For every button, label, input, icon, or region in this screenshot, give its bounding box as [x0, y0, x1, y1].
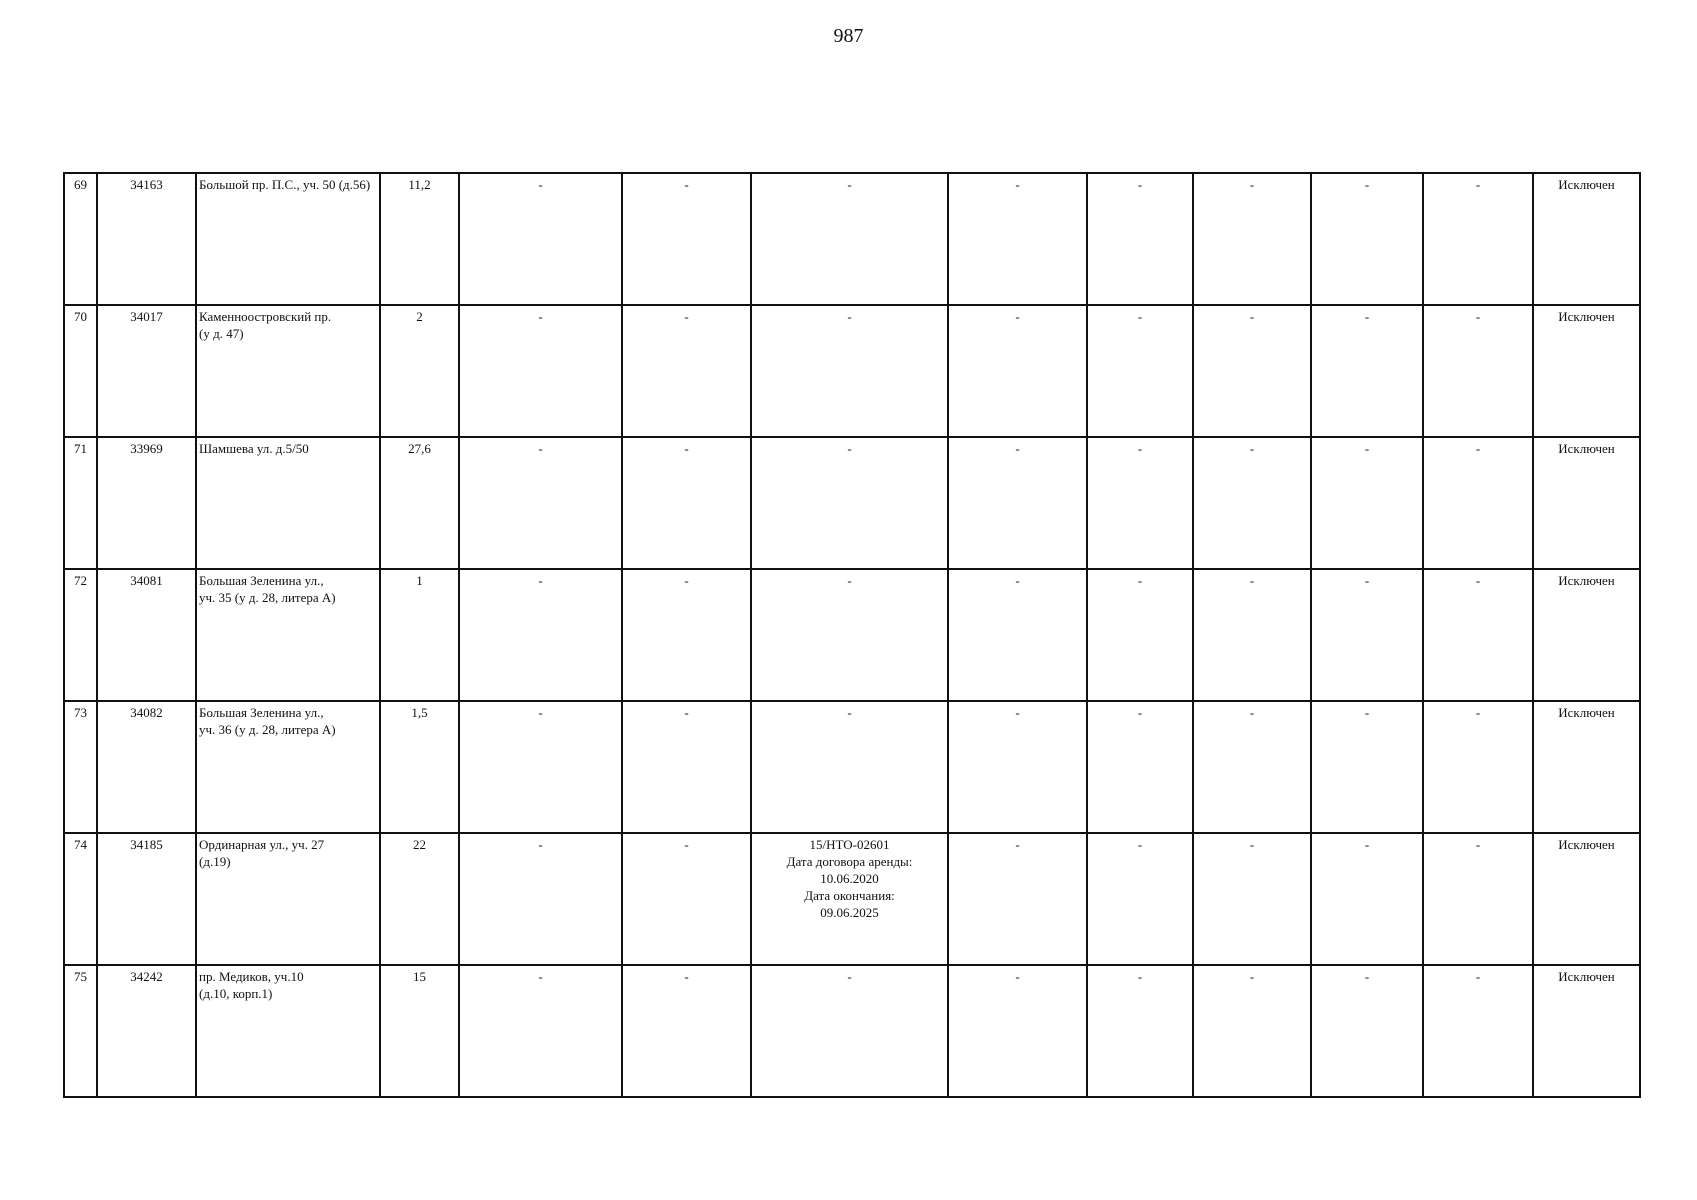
cell-col-12: -: [1423, 965, 1533, 1097]
cell-contract-line: 09.06.2025: [820, 905, 879, 920]
cell-address-line: (д.10, корп.1): [199, 986, 273, 1001]
cell-col-5: -: [459, 305, 622, 437]
cell-contract-line: Дата договора аренды:: [786, 854, 913, 869]
cell-status: Исключен: [1533, 437, 1640, 569]
cell-col-10: -: [1193, 965, 1311, 1097]
cell-address: [196, 569, 380, 701]
cell-col-5: -: [459, 437, 622, 569]
cell-contract-line: -: [847, 969, 852, 984]
cell-row-number: 69: [64, 173, 97, 305]
cell-row-number: 73: [64, 701, 97, 833]
cell-object-id: 34242: [97, 965, 196, 1097]
cell-address-line: Большой пр. П.С., уч. 50 (д.56): [199, 177, 371, 192]
cell-contract-line: -: [847, 177, 852, 192]
table-row: [64, 569, 1640, 701]
cell-col-9: -: [1087, 173, 1193, 305]
cell-col-12: -: [1423, 173, 1533, 305]
cell-area: 2: [380, 305, 459, 437]
cell-col-5: -: [459, 569, 622, 701]
cell-col-12: -: [1423, 305, 1533, 437]
cell-contract-line: -: [847, 309, 852, 324]
cell-area: 27,6: [380, 437, 459, 569]
cell-contract: [751, 305, 948, 437]
cell-area: 15: [380, 965, 459, 1097]
cell-address-line: уч. 36 (у д. 28, литера А): [199, 722, 336, 737]
cell-col-5: -: [459, 701, 622, 833]
cell-col-8: -: [948, 305, 1087, 437]
table-row: [64, 173, 1640, 305]
cell-col-11: -: [1311, 701, 1423, 833]
cell-row-number: 70: [64, 305, 97, 437]
cell-address: [196, 965, 380, 1097]
cell-col-10: -: [1193, 701, 1311, 833]
cell-status: Исключен: [1533, 965, 1640, 1097]
cell-contract-line: -: [847, 705, 852, 720]
cell-area: 1: [380, 569, 459, 701]
cell-row-number: 72: [64, 569, 97, 701]
table-row: [64, 437, 1640, 569]
cell-col-12: -: [1423, 701, 1533, 833]
cell-contract-line: 10.06.2020: [820, 871, 879, 886]
cell-contract: [751, 833, 948, 965]
cell-contract: [751, 569, 948, 701]
cell-status: Исключен: [1533, 701, 1640, 833]
table-row: [64, 833, 1640, 965]
cell-col-5: -: [459, 833, 622, 965]
cell-col-11: -: [1311, 173, 1423, 305]
cell-address-line: (у д. 47): [199, 326, 244, 341]
cell-col-8: -: [948, 701, 1087, 833]
cell-col-11: -: [1311, 965, 1423, 1097]
cell-object-id: 33969: [97, 437, 196, 569]
cell-col-5: -: [459, 965, 622, 1097]
cell-col-12: -: [1423, 437, 1533, 569]
cell-status: Исключен: [1533, 833, 1640, 965]
cell-col-9: -: [1087, 833, 1193, 965]
cell-address-line: уч. 35 (у д. 28, литера А): [199, 590, 336, 605]
cell-object-id: 34082: [97, 701, 196, 833]
cell-area: 11,2: [380, 173, 459, 305]
register-table: [63, 172, 1641, 1098]
cell-object-id: 34185: [97, 833, 196, 965]
cell-col-6: -: [622, 833, 751, 965]
cell-address: [196, 701, 380, 833]
cell-col-8: -: [948, 437, 1087, 569]
cell-col-10: -: [1193, 569, 1311, 701]
table-body: [64, 173, 1640, 1097]
cell-col-9: -: [1087, 701, 1193, 833]
cell-row-number: 71: [64, 437, 97, 569]
cell-object-id: 34163: [97, 173, 196, 305]
cell-object-id: 34081: [97, 569, 196, 701]
cell-col-6: -: [622, 305, 751, 437]
cell-address-line: Каменноостровский пр.: [199, 309, 332, 324]
cell-col-6: -: [622, 173, 751, 305]
table-row: [64, 701, 1640, 833]
cell-col-6: -: [622, 701, 751, 833]
cell-col-9: -: [1087, 965, 1193, 1097]
cell-col-6: -: [622, 437, 751, 569]
cell-address-line: пр. Медиков, уч.10: [199, 969, 304, 984]
cell-address-line: Шамшева ул. д.5/50: [199, 441, 309, 456]
cell-col-10: -: [1193, 173, 1311, 305]
cell-col-12: -: [1423, 833, 1533, 965]
cell-col-6: -: [622, 569, 751, 701]
cell-address-line: Ординарная ул., уч. 27: [199, 837, 325, 852]
cell-col-11: -: [1311, 305, 1423, 437]
page-number: 987: [833, 25, 864, 47]
cell-col-10: -: [1193, 305, 1311, 437]
cell-col-11: -: [1311, 437, 1423, 569]
cell-contract: [751, 701, 948, 833]
cell-row-number: 74: [64, 833, 97, 965]
cell-address: [196, 437, 380, 569]
cell-address-line: Большая Зеленина ул.,: [199, 573, 324, 588]
cell-contract: [751, 965, 948, 1097]
cell-row-number: 75: [64, 965, 97, 1097]
cell-address: [196, 833, 380, 965]
cell-contract: [751, 437, 948, 569]
cell-contract-line: -: [847, 573, 852, 588]
cell-address: [196, 173, 380, 305]
cell-status: Исключен: [1533, 305, 1640, 437]
cell-col-9: -: [1087, 305, 1193, 437]
cell-col-10: -: [1193, 437, 1311, 569]
cell-address: [196, 305, 380, 437]
cell-col-12: -: [1423, 569, 1533, 701]
cell-contract-line: 15/НТО-02601: [809, 837, 890, 852]
cell-object-id: 34017: [97, 305, 196, 437]
cell-col-11: -: [1311, 569, 1423, 701]
cell-col-10: -: [1193, 833, 1311, 965]
cell-col-5: -: [459, 173, 622, 305]
table-row: [64, 965, 1640, 1097]
cell-col-8: -: [948, 569, 1087, 701]
cell-col-8: -: [948, 965, 1087, 1097]
cell-area: 22: [380, 833, 459, 965]
cell-contract: [751, 173, 948, 305]
cell-col-8: -: [948, 173, 1087, 305]
cell-col-9: -: [1087, 437, 1193, 569]
cell-status: Исключен: [1533, 569, 1640, 701]
cell-col-6: -: [622, 965, 751, 1097]
table-row: [64, 305, 1640, 437]
cell-status: Исключен: [1533, 173, 1640, 305]
cell-col-8: -: [948, 833, 1087, 965]
cell-address-line: Большая Зеленина ул.,: [199, 705, 324, 720]
cell-area: 1,5: [380, 701, 459, 833]
cell-contract-line: Дата окончания:: [804, 888, 895, 903]
cell-contract-line: -: [847, 441, 852, 456]
cell-col-11: -: [1311, 833, 1423, 965]
cell-address-line: (д.19): [199, 854, 231, 869]
cell-col-9: -: [1087, 569, 1193, 701]
